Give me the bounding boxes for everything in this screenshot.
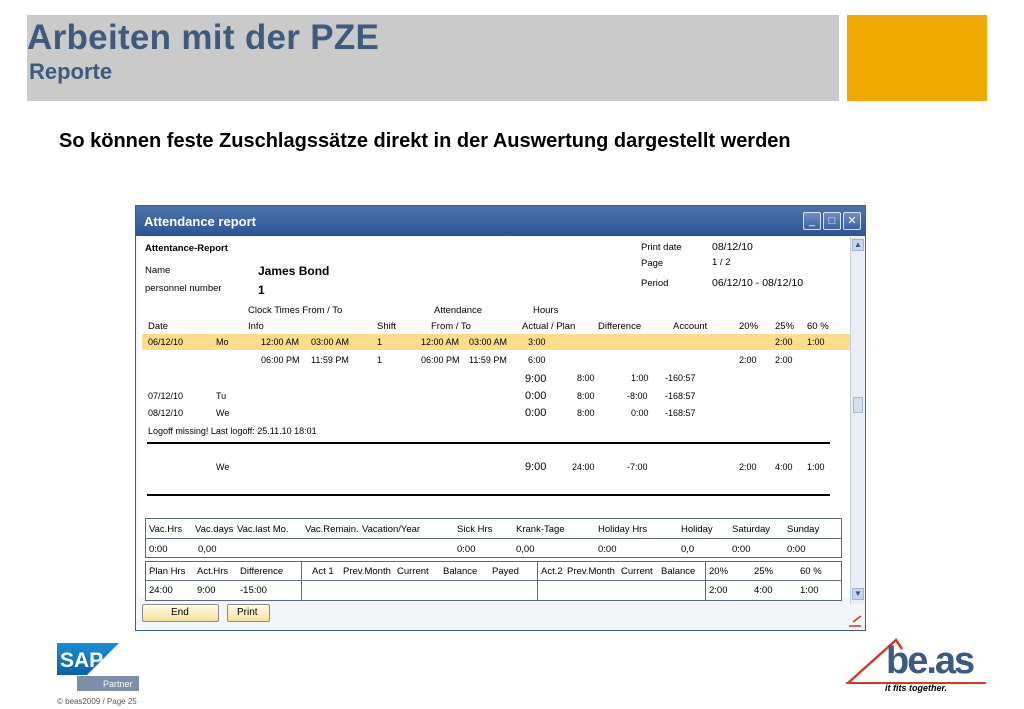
page-label: Page xyxy=(641,258,664,269)
vac-hrs-value: 0:00 xyxy=(149,544,168,555)
print-button[interactable]: Print xyxy=(227,604,270,622)
col-difference: Difference xyxy=(598,321,642,332)
print-date-label: Print date xyxy=(641,242,682,253)
row2-att-from: 06:00 PM xyxy=(421,355,460,365)
vacation-summary-box xyxy=(145,518,842,558)
holiday-hrs-header: Holiday Hrs xyxy=(598,524,648,535)
period-label: Period xyxy=(641,278,669,289)
sap-partner-logo xyxy=(57,643,139,692)
row1-clock-to: 03:00 AM xyxy=(311,337,350,347)
krank-tage-header: Krank-Tage xyxy=(516,524,565,535)
row1-date: 06/12/10 xyxy=(148,337,184,347)
beas-tagline: it fits together. xyxy=(885,683,948,693)
end-button[interactable]: End xyxy=(142,604,219,622)
pct25-value: 4:00 xyxy=(754,585,773,596)
print-date-value: 08/12/10 xyxy=(712,241,753,253)
headline: So können feste Zuschlagssätze direkt in der Auswertung dargestellt werden xyxy=(59,130,791,152)
pct60-value: 1:00 xyxy=(800,585,819,596)
vac-hrs-header: Vac.Hrs xyxy=(149,524,183,535)
row1-day: Mo xyxy=(216,337,229,347)
col-60pct: 60 % xyxy=(807,321,829,332)
day-sum-plan: 8:00 xyxy=(577,373,595,383)
vertical-scrollbar[interactable] xyxy=(850,237,864,604)
logoff-warning: Logoff missing! Last logoff: 25.11.10 18:01 xyxy=(148,426,317,436)
minimize-button[interactable]: _ xyxy=(803,212,821,230)
row3-day: Tu xyxy=(216,391,227,401)
total-day: We xyxy=(216,462,230,472)
row4-difference: 0:00 xyxy=(631,408,649,418)
row1-shift: 1 xyxy=(377,337,383,347)
sap-logo-text: SAP xyxy=(60,649,104,672)
report-content xyxy=(139,237,850,597)
row3-actual: 0:00 xyxy=(525,390,547,402)
slide-subtitle: Reporte xyxy=(29,59,113,84)
day-sum-actual: 9:00 xyxy=(525,373,547,385)
col-25pct: 25% xyxy=(775,321,795,332)
current-1-header: Current xyxy=(397,566,429,577)
act1-header: Act 1 xyxy=(312,566,334,577)
hours-totals-box xyxy=(145,561,842,601)
page-value: 1 / 2 xyxy=(712,257,731,268)
row1-actual: 3:00 xyxy=(528,337,546,347)
group-clock-times: Clock Times From / To xyxy=(248,305,343,316)
row4-date: 08/12/10 xyxy=(148,408,184,418)
col-account: Account xyxy=(673,321,708,332)
row3-account: -168:57 xyxy=(665,391,696,401)
day-sum-account: -160:57 xyxy=(665,373,696,383)
row4-day: We xyxy=(216,408,230,418)
balance-1-header: Balance xyxy=(443,566,478,577)
difference-header: Difference xyxy=(240,566,284,577)
footer-copyright: © beas2009 / Page 25 xyxy=(57,697,137,706)
slide-title: Arbeiten mit der PZE xyxy=(27,18,380,57)
saturday-value: 0:00 xyxy=(732,544,751,555)
row4-plan: 8:00 xyxy=(577,408,595,418)
total-difference: -7:00 xyxy=(627,462,648,472)
pct25-header: 25% xyxy=(754,566,774,577)
scroll-thumb[interactable] xyxy=(853,397,863,413)
payed-header: Payed xyxy=(492,566,519,577)
total-separator-top xyxy=(147,442,830,444)
act-hrs-header: Act.Hrs xyxy=(197,566,229,577)
window-titlebar[interactable] xyxy=(136,206,865,236)
current-2-header: Current xyxy=(621,566,653,577)
row3-plan: 8:00 xyxy=(577,391,595,401)
col-actual-plan: Actual / Plan xyxy=(522,321,576,332)
row1-25pct: 2:00 xyxy=(775,337,793,347)
close-button[interactable]: ✕ xyxy=(843,212,861,230)
attendance-report-window xyxy=(135,205,866,631)
row2-20pct: 2:00 xyxy=(739,355,757,365)
pct20-value: 2:00 xyxy=(709,585,728,596)
name-value: James Bond xyxy=(258,264,330,278)
accent-block xyxy=(847,15,987,101)
krank-tage-value: 0,00 xyxy=(516,544,535,555)
row3-date: 07/12/10 xyxy=(148,391,184,401)
beas-logo-text: be.as xyxy=(886,640,974,682)
row1-clock-from: 12:00 AM xyxy=(261,337,300,347)
group-attendance: Attendance xyxy=(434,305,483,316)
pct20-header: 20% xyxy=(709,566,729,577)
sap-partner-text: Partner xyxy=(103,679,133,689)
row1-att-to: 03:00 AM xyxy=(469,337,508,347)
vac-last-month-header: Vac.last Mo. xyxy=(237,524,289,535)
balance-2-header: Balance xyxy=(661,566,696,577)
total-25pct: 4:00 xyxy=(775,462,793,472)
act-hrs-value: 9:00 xyxy=(197,585,216,596)
personnel-number-value: 1 xyxy=(258,283,265,297)
vac-remain-header: Vac.Remain. xyxy=(305,524,359,535)
row4-actual: 0:00 xyxy=(525,407,547,419)
act2-header: Act.2 xyxy=(541,566,563,577)
sunday-header: Sunday xyxy=(787,524,820,535)
row2-clock-to: 11:59 PM xyxy=(311,355,349,365)
col-shift: Shift xyxy=(377,321,397,332)
row4-account: -168:57 xyxy=(665,408,696,418)
row1-att-from: 12:00 AM xyxy=(421,337,460,347)
window-title: Attendance report xyxy=(144,214,256,229)
col-from-to: From / To xyxy=(431,321,471,332)
holiday-hrs-value: 0:00 xyxy=(598,544,617,555)
report-heading: Attentance-Report xyxy=(145,243,228,254)
plan-hrs-value: 24:00 xyxy=(149,585,173,596)
total-separator-bottom xyxy=(147,494,830,496)
row2-25pct: 2:00 xyxy=(775,355,793,365)
total-plan: 24:00 xyxy=(572,462,595,472)
row2-actual: 6:00 xyxy=(528,355,546,365)
difference-value: -15:00 xyxy=(240,585,267,596)
pct60-header: 60 % xyxy=(800,566,822,577)
sick-hrs-value: 0:00 xyxy=(457,544,476,555)
personnel-number-label: personnel number xyxy=(145,283,222,294)
sunday-value: 0:00 xyxy=(787,544,806,555)
period-value: 06/12/10 - 08/12/10 xyxy=(712,277,804,289)
vac-days-value: 0,00 xyxy=(198,544,217,555)
title-banner xyxy=(27,15,839,101)
holiday-header: Holiday xyxy=(681,524,713,535)
saturday-header: Saturday xyxy=(732,524,771,535)
vac-days-header: Vac.days xyxy=(195,524,234,535)
row1-60pct: 1:00 xyxy=(807,337,825,347)
day-sum-difference: 1:00 xyxy=(631,373,649,383)
resize-grip-icon[interactable] xyxy=(847,614,863,628)
prev-month-2-header: Prev.Month xyxy=(567,566,615,577)
plan-hrs-header: Plan Hrs xyxy=(149,566,186,577)
sick-hrs-header: Sick Hrs xyxy=(457,524,493,535)
prev-month-1-header: Prev.Month xyxy=(343,566,391,577)
total-20pct: 2:00 xyxy=(739,462,757,472)
holiday-value: 0,0 xyxy=(681,544,695,555)
row2-clock-from: 06:00 PM xyxy=(261,355,300,365)
group-hours: Hours xyxy=(533,305,559,316)
name-label: Name xyxy=(145,265,171,276)
scroll-down-icon[interactable]: ▼ xyxy=(852,588,864,600)
row2-att-to: 11:59 PM xyxy=(469,355,507,365)
col-info: Info xyxy=(248,321,264,332)
row3-difference: -8:00 xyxy=(627,391,648,401)
total-actual: 9:00 xyxy=(525,461,547,473)
total-60pct: 1:00 xyxy=(807,462,825,472)
col-20pct: 20% xyxy=(739,321,759,332)
row2-shift: 1 xyxy=(377,355,383,365)
scroll-up-icon[interactable]: ▲ xyxy=(852,239,864,251)
vacation-year-header: Vacation/Year xyxy=(362,524,421,535)
col-date: Date xyxy=(148,321,169,332)
maximize-button[interactable]: □ xyxy=(823,212,841,230)
